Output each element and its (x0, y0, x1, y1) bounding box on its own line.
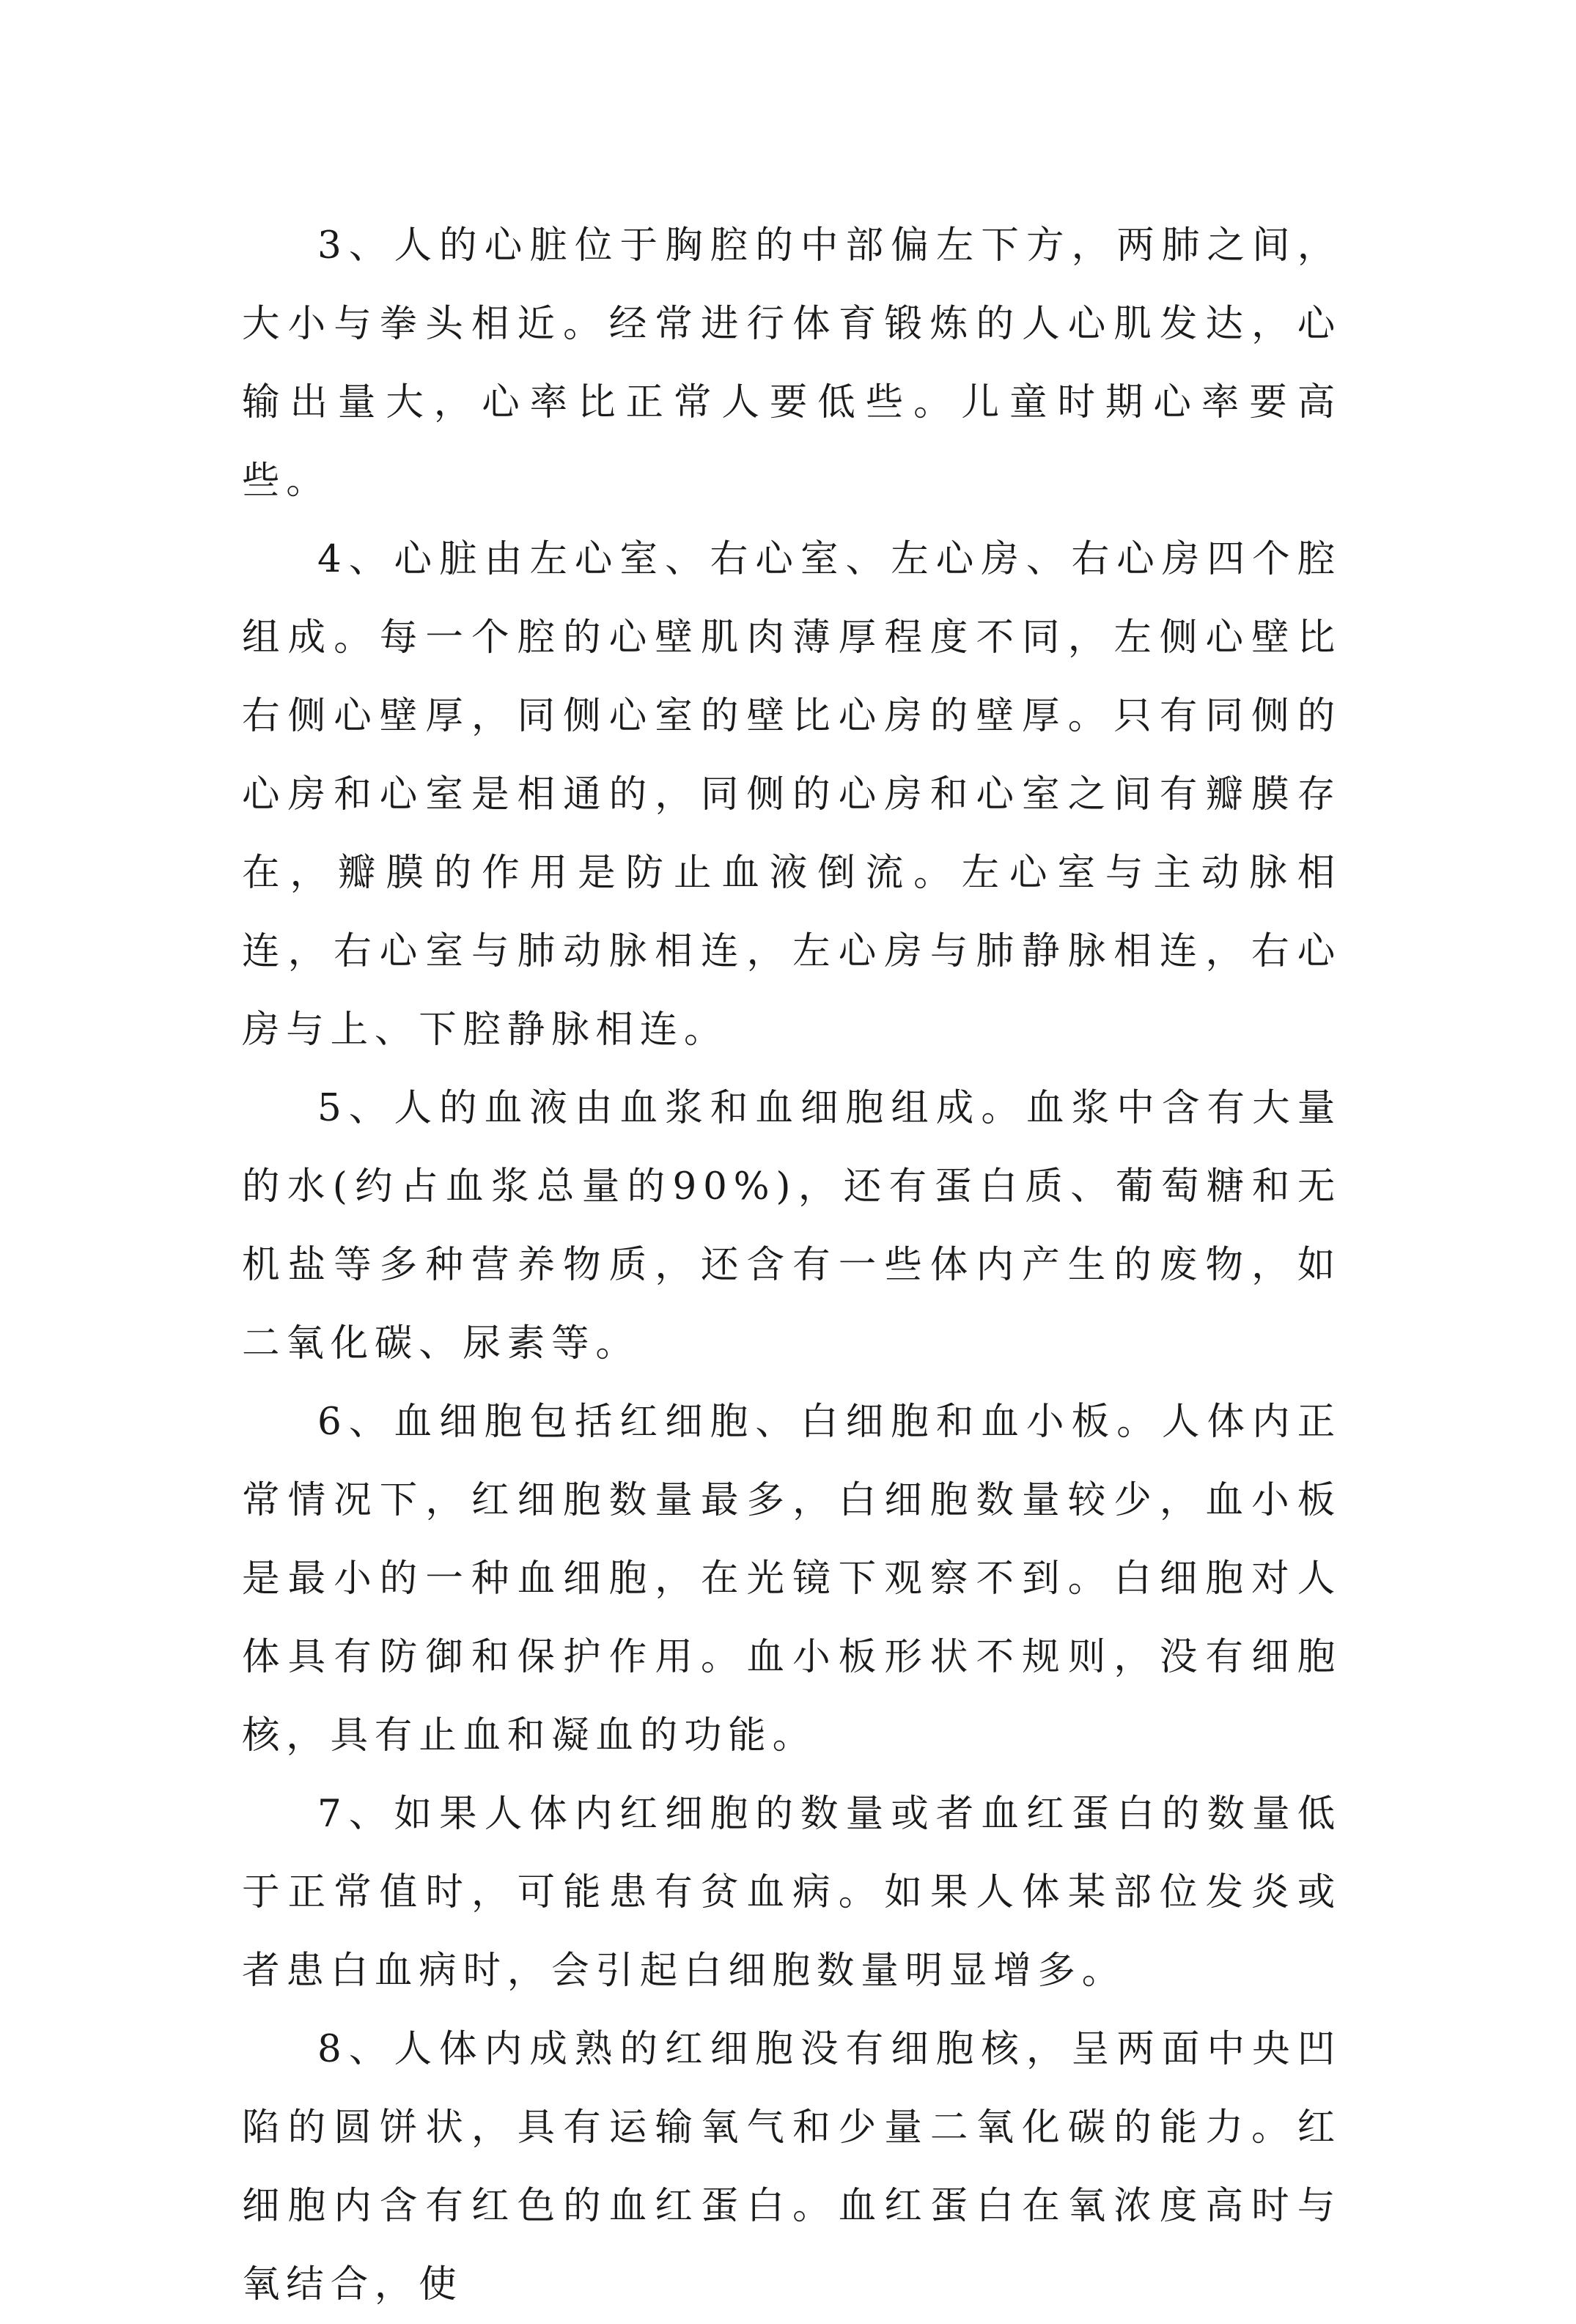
paragraph-5: 5、人的血液由血浆和血细胞组成。血浆中含有大量的水(约占血浆总量的90%)，还有蛋白质、葡萄糖和无机盐等多种营养物质，还含有一些体内产生的废物，如二氧化碳、尿素等。 (242, 1086, 1341, 1365)
document-body (242, 207, 1341, 2324)
paragraph-8: 8、人体内成熟的红细胞没有细胞核，呈两面中央凹陷的圆饼状，具有运输氧气和少量二氧化碳的能力。红细胞内含有红色的血红蛋白。血红蛋白在氧浓度高时与氧结合，使 (242, 2027, 1341, 2306)
paragraph-3: 3、人的心脏位于胸腔的中部偏左下方，两肺之间，大小与拳头相近。经常进行体育锻炼的人心肌发达，心输出量大，心率比正常人要低些。儿童时期心率要高些。 (242, 224, 1341, 503)
paragraph-4: 4、心脏由左心室、右心室、左心房、右心房四个腔组成。每一个腔的心壁肌肉薄厚程度不同，左侧心壁比右侧心壁厚，同侧心室的壁比心房的壁厚。只有同侧的心房和心室是相通的，同侧的心房和心室之间有瓣膜存在，瓣膜的作用是防止血液倒流。左心室与主动脉相连，右心室与肺动脉相连，左心房与肺静脉相连，右心房与上、下腔静脉相连。 (242, 537, 1341, 1052)
paragraph-6: 6、血细胞包括红细胞、白细胞和血小板。人体内正常情况下，红细胞数量最多，白细胞数量较少，血小板是最小的一种血细胞，在光镜下观察不到。白细胞对人体具有防御和保护作用。血小板形状不规则，没有细胞核，具有止血和凝血的功能。 (242, 1400, 1341, 1757)
paragraph-7: 7、如果人体内红细胞的数量或者血红蛋白的数量低于正常值时，可能患有贫血病。如果人体某部位发炎或者患白血病时，会引起白细胞数量明显增多。 (242, 1792, 1341, 1993)
